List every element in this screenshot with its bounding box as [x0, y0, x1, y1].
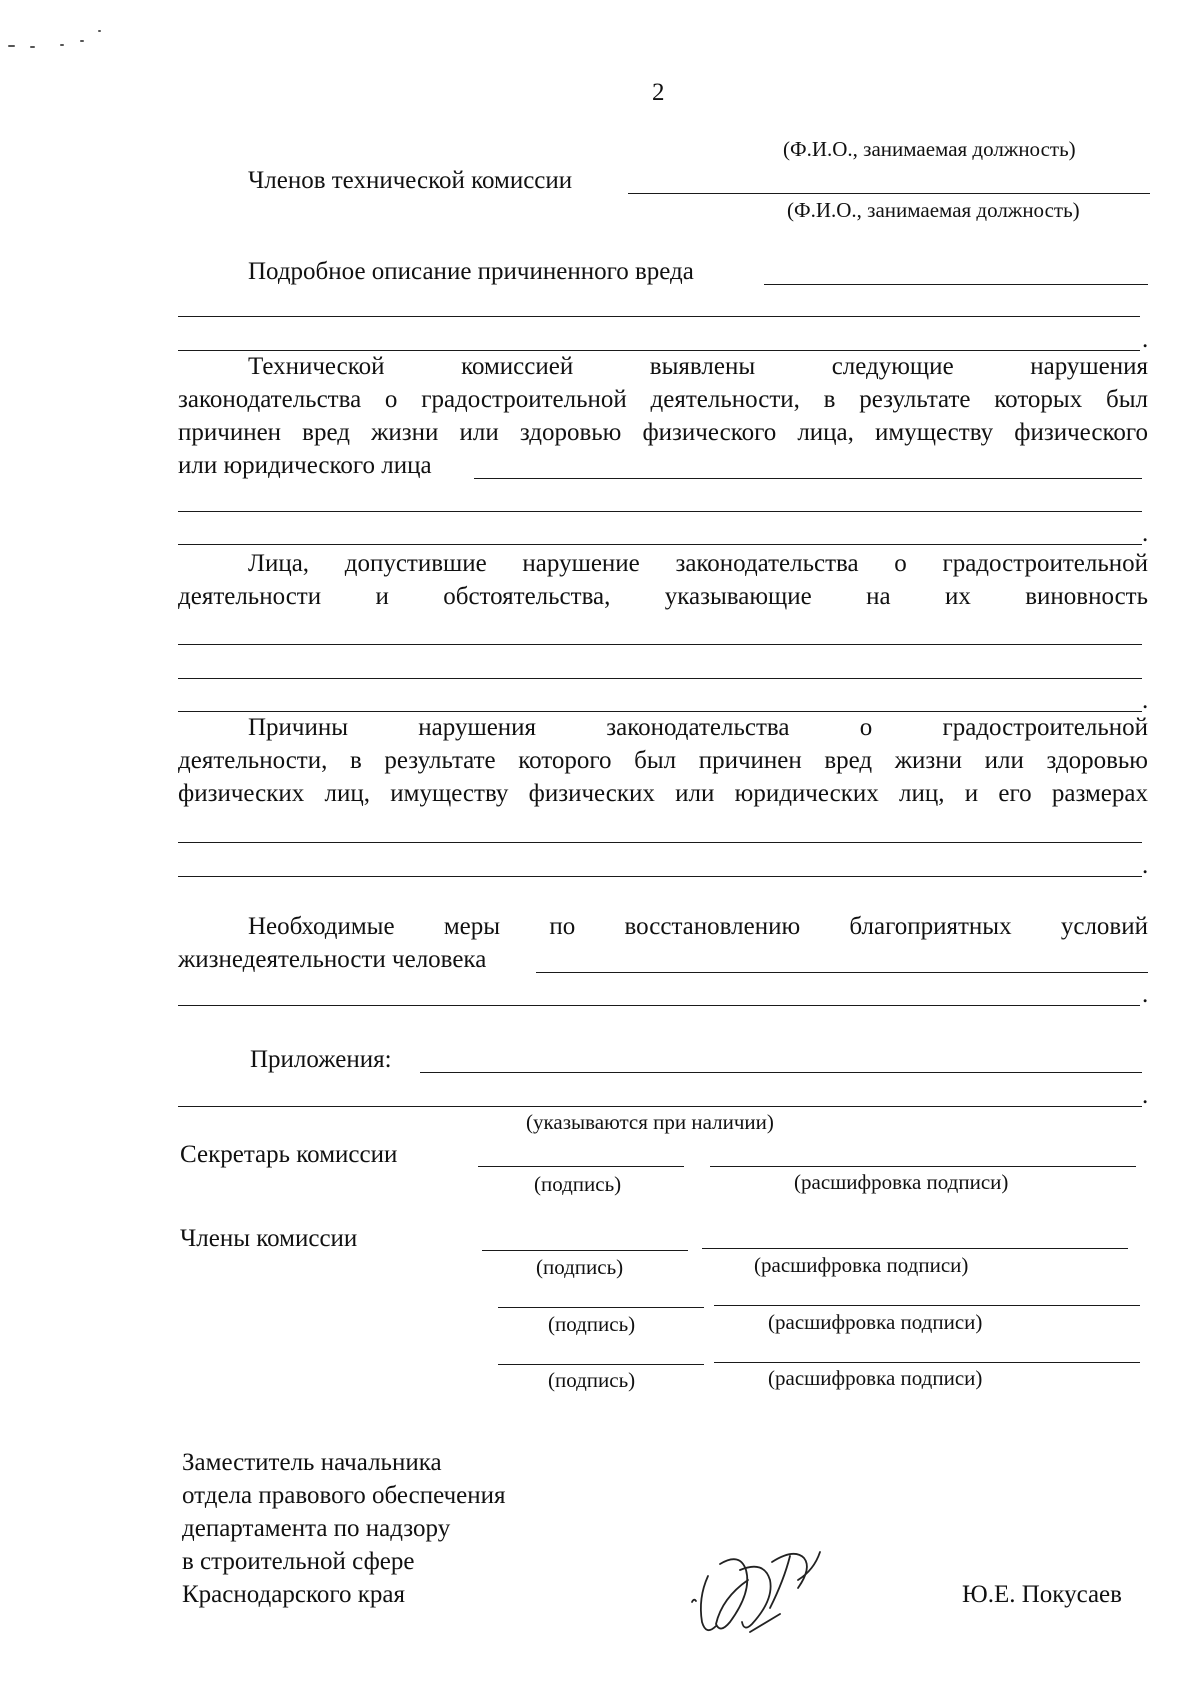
attachments-label: Приложения:: [250, 1046, 392, 1073]
member-decode-caption: (расшифровка подписи): [754, 1253, 969, 1277]
handwritten-signature: [680, 1540, 850, 1650]
attachments-note: (указываются при наличии): [526, 1110, 774, 1134]
reasons-line-3: физических лиц, имуществу физических или юридических лиц, и его размерах: [178, 780, 1148, 807]
scan-speck: [8, 45, 15, 47]
fio-caption-top: (Ф.И.О., занимаемая должность): [783, 137, 1076, 161]
harm-fill-line: [178, 316, 1140, 317]
attachments-end-dot: .: [1142, 1082, 1149, 1109]
violations-end-dot: .: [1142, 520, 1149, 547]
signatory-title-line-3: департамента по надзору: [182, 1515, 451, 1542]
persons-fill-line: [178, 711, 1142, 712]
scan-speck: [60, 44, 64, 46]
measures-fill-line: [536, 972, 1148, 973]
member-signature-line: [482, 1250, 688, 1251]
member-signature-caption: (подпись): [548, 1368, 636, 1392]
harm-fill-line: [764, 284, 1148, 285]
members-label: Членов технической комиссии: [248, 167, 573, 194]
secretary-decode-caption: (расшифровка подписи): [794, 1170, 1009, 1194]
signatory-title-line-1: Заместитель начальника: [182, 1449, 442, 1476]
scan-speck: [98, 30, 101, 32]
violations-line-2: законодательства о градостроительной деятельности, в результате которых был: [178, 386, 1148, 413]
members-sign-label: Члены комиссии: [180, 1225, 358, 1252]
persons-fill-line: [178, 678, 1142, 679]
persons-line-2: деятельности и обстоятельства, указывающие на их виновность: [178, 583, 1148, 610]
persons-line-1: Лица, допустившие нарушение законодательства о градостроительной: [248, 550, 1148, 577]
signatory-title-line-4: в строительной сфере: [182, 1548, 415, 1575]
persons-end-dot: .: [1142, 687, 1149, 714]
secretary-signature-caption: (подпись): [534, 1172, 622, 1196]
reasons-end-dot: .: [1142, 852, 1149, 879]
violations-fill-line: [178, 544, 1142, 545]
measures-fill-line: [178, 1005, 1140, 1006]
violations-fill-line: [474, 478, 1142, 479]
page-number: 2: [652, 79, 665, 106]
secretary-decode-line: [710, 1166, 1136, 1167]
violations-fill-line: [178, 511, 1142, 512]
signatory-title-line-2: отдела правового обеспечения: [182, 1482, 506, 1509]
measures-line-2: жизнедеятельности человека: [178, 946, 487, 973]
persons-fill-line: [178, 644, 1142, 645]
signatory-name: Ю.Е. Покусаев: [962, 1581, 1122, 1608]
member-decode-line: [702, 1248, 1128, 1249]
reasons-fill-line: [178, 842, 1142, 843]
violations-line-4: или юридического лица: [178, 452, 432, 479]
member-decode-line: [714, 1305, 1140, 1306]
member-signature-caption: (подпись): [536, 1255, 624, 1279]
secretary-label: Секретарь комиссии: [180, 1141, 398, 1168]
reasons-line-2: деятельности, в результате которого был причинен вред жизни или здоровью: [178, 747, 1148, 774]
member-decode-caption: (расшифровка подписи): [768, 1310, 983, 1334]
reasons-line-1: Причины нарушения законодательства о градостроительной: [248, 714, 1148, 741]
members-fill-line: [628, 193, 1150, 194]
member-signature-line: [498, 1364, 704, 1365]
measures-line-1: Необходимые меры по восстановлению благоприятных условий: [248, 913, 1148, 940]
fio-caption-bottom: (Ф.И.О., занимаемая должность): [787, 198, 1080, 222]
signatory-title-line-5: Краснодарского края: [182, 1581, 405, 1608]
reasons-fill-line: [178, 876, 1142, 877]
harm-fill-line: [178, 350, 1140, 351]
attachments-fill-line: [178, 1106, 1142, 1107]
measures-end-dot: .: [1142, 981, 1149, 1008]
member-signature-line: [498, 1307, 704, 1308]
harm-description-label: Подробное описание причиненного вреда: [248, 258, 694, 285]
member-decode-line: [714, 1362, 1140, 1363]
attachments-fill-line: [420, 1072, 1142, 1073]
member-signature-caption: (подпись): [548, 1312, 636, 1336]
scan-speck: [80, 40, 84, 42]
member-decode-caption: (расшифровка подписи): [768, 1366, 983, 1390]
violations-line-1: Технической комиссией выявлены следующие нарушения: [248, 353, 1148, 380]
scan-speck: [30, 46, 35, 48]
violations-line-3: причинен вред жизни или здоровью физического лица, имуществу физического: [178, 419, 1148, 446]
secretary-signature-line: [478, 1166, 684, 1167]
harm-end-dot: .: [1142, 326, 1149, 353]
